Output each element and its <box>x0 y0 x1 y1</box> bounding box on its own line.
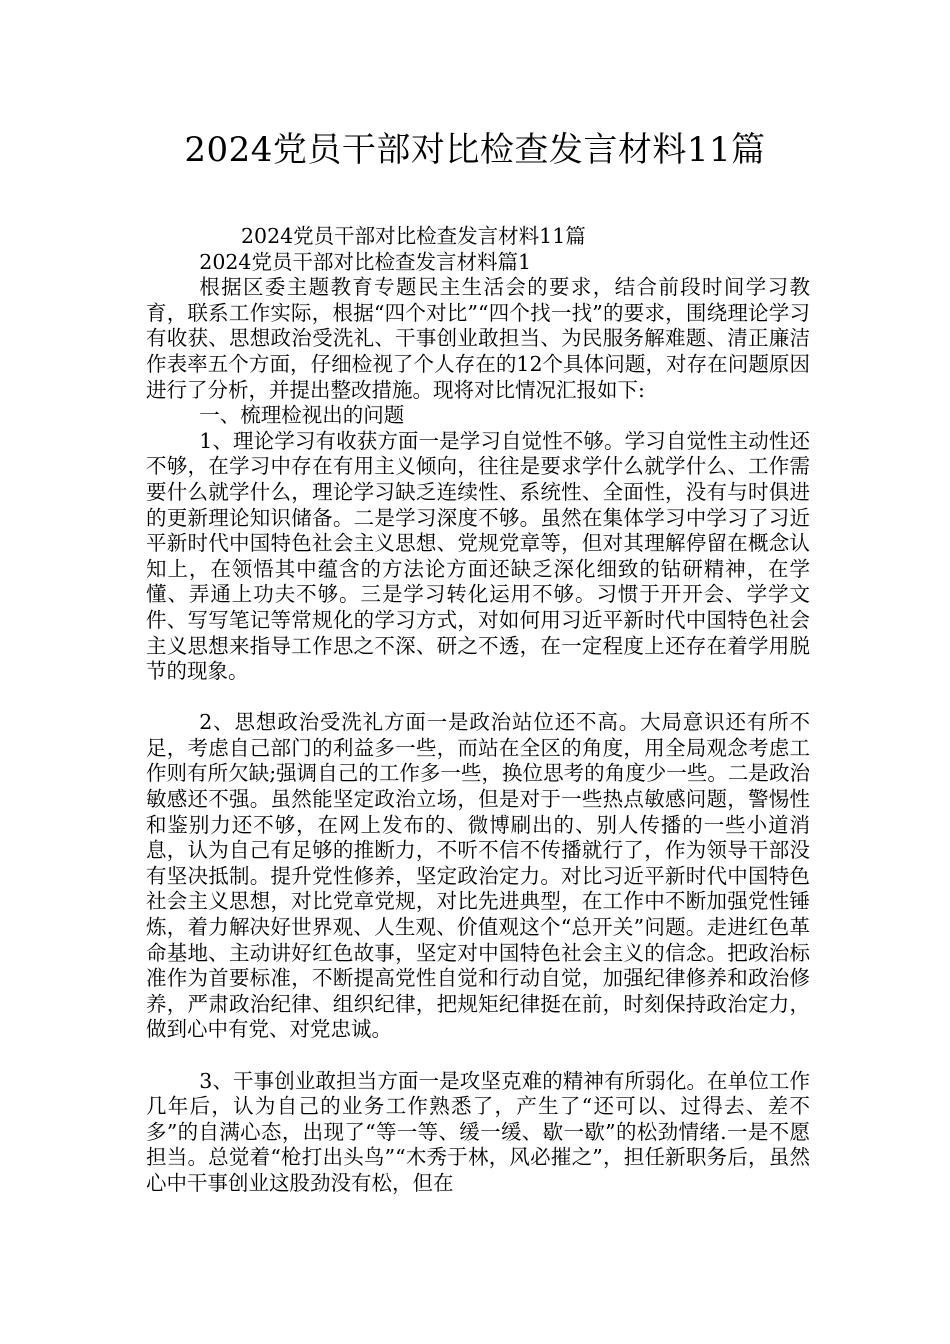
section-heading: 2024党员干部对比检查发言材料篇1 <box>199 249 532 274</box>
paragraph-intro: 根据区委主题教育专题民主生活会的要求，结合前段时间学习教育，联系工作实际，根据“四个对比”“四个找一找”的要求，围绕理论学习有收获、思想政治受洗礼、干事创业敢担当、为民服务解难题、清正廉洁作表率五个方面，仔细检视了个人存在的12个具体问题，对存在问题原因进行了分析，并提出整改措施。现将对比情况汇报如下: <box>146 275 810 402</box>
document-body <box>146 224 810 1197</box>
paragraph-theory-study: 1、理论学习有收获方面一是学习自觉性不够。学习自觉性主动性还不够，在学习中存在有用主义倾向，往往是要求学什么就学什么、工作需要什么就学什么，理论学习缺乏连续性、系统性、全面性，没有与时俱进的更新理论知识储备。二是学习深度不够。虽然在集体学习中学习了习近平新时代中国特色社会主义思想、党规党章等，但对其理解停留在概念认知上，在领悟其中蕴含的方法论方面还缺乏深化细致的钻研精神，在学懂、弄通上功夫不够。三是学习转化运用不够。习惯于开开会、学学文件、写写笔记等常规化的学习方式，对如何用习近平新时代中国特色社会主义思想来指导工作思之不深、研之不透，在一定程度上还存在着学用脱节的现象。 <box>146 428 810 684</box>
paragraph-heading-problems: 一、梳理检视出的问题 <box>199 403 405 428</box>
document-title: 2024党员干部对比检查发言材料11篇 <box>184 130 766 170</box>
paragraph-responsibility: 3、干事创业敢担当方面一是攻坚克难的精神有所弱化。在单位工作几年后，认为自己的业务工作熟悉了，产生了“还可以、过得去、差不多”的自满心态，出现了“等一等、缓一缓、歇一歇”的松劲情绪.一是不愿担当。总觉着“枪打出头鸟”“木秀于林，风必摧之”，担任新职务后，虽然心中干事创业这股劲没有松，但在 <box>146 1068 810 1195</box>
paragraph-gap <box>146 685 810 711</box>
paragraph-gap <box>146 1043 810 1069</box>
document-subtitle: 2024党员干部对比检查发言材料11篇 <box>241 224 586 248</box>
paragraph-political-thought: 2、思想政治受洗礼方面一是政治站位还不高。大局意识还有所不足，考虑自己部门的利益多一些，而站在全区的角度，用全局观念考虑工作则有所欠缺;强调自己的工作多一些，换位思考的角度少一些。二是政治敏感还不强。虽然能坚定政治立场，但是对于一些热点敏感问题，警惕性和鉴别力还不够，在网上发布的、微博刷出的、别人传播的一些小道消息，认为自己有足够的推断力，不听不信不传播就行了，作为领导干部没有坚决抵制。提升党性修养，坚定政治定力。对比习近平新时代中国特色社会主义思想，对比党章党规，对比先进典型，在工作中不断加强党性锤炼，着力解决好世界观、人生观、价值观这个“总开关”问题。走进红色革命基地、主动讲好红色故事，坚定对中国特色社会主义的信念。把政治标准作为首要标准，不断提高党性自觉和行动自觉，加强纪律修养和政治修养，严肃政治纪律、组织纪律，把规矩纪律挺在前，时刻保持政治定力，做到心中有党、对党忠诚。 <box>146 710 810 1042</box>
